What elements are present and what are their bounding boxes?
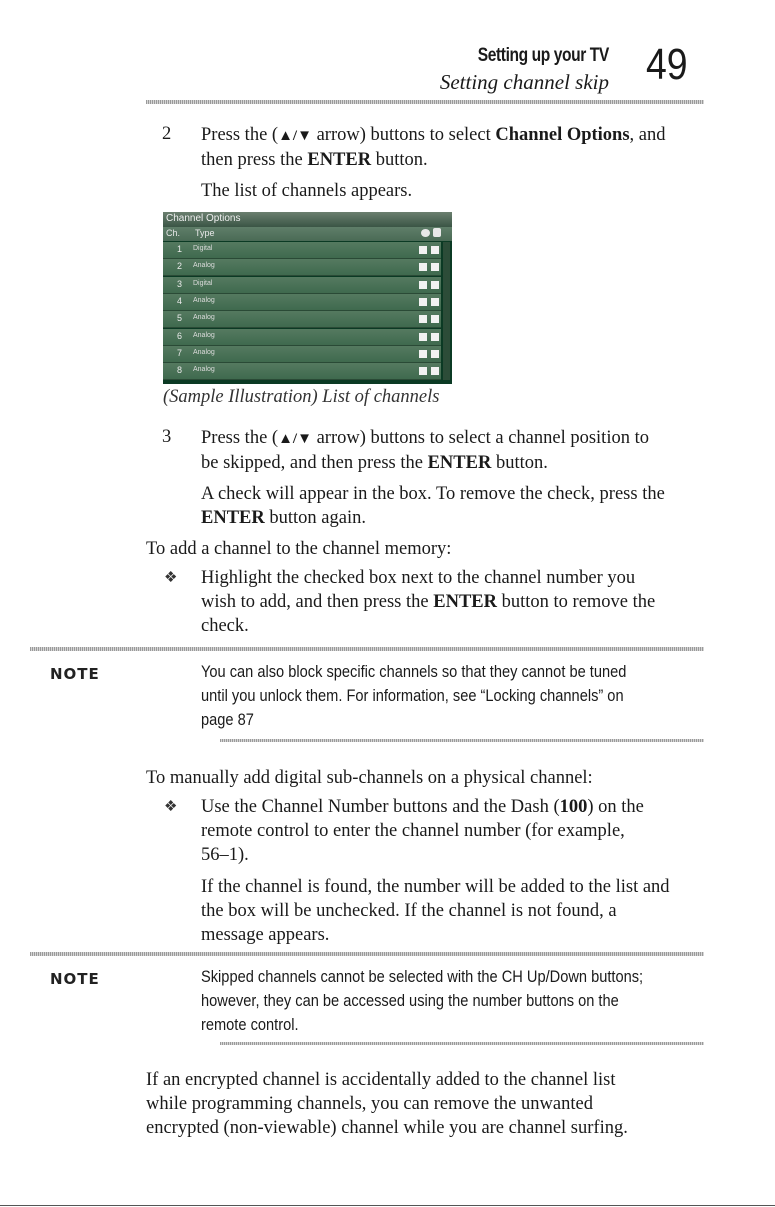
channel-row [163, 329, 441, 346]
lock-checkbox [431, 246, 439, 254]
lock-checkbox [431, 350, 439, 358]
bullet-icon: ❖ [164, 799, 178, 815]
step-2-result: The list of channels appears. [201, 181, 413, 201]
channel-type: Analog [193, 366, 215, 374]
channel-row [163, 311, 441, 328]
skip-checkbox [419, 367, 427, 375]
screen-titlebar: Channel Options [163, 212, 452, 227]
add-channel-bullet: Highlight the checked box next to the channel number you wish to add, and then press the ENTER button to remove the check. [201, 568, 656, 636]
note-2-text: Skipped channels cannot be selected with the CH Up/Down buttons; however, they can be accessed using the number buttons on the remote control. [201, 967, 644, 1034]
running-header-title: Setting up your TV [477, 45, 609, 66]
manual-add-intro: To manually add digital sub-channels on a physical channel: [146, 768, 593, 788]
manual-add-bullet: Use the Channel Number buttons and the Dash (100) on the remote control to enter the channel number (for example, 56–1). [201, 797, 644, 865]
channel-options-screen [163, 212, 452, 384]
channel-number: 7 [177, 347, 183, 358]
channel-type: Digital [193, 279, 213, 287]
channel-type: Analog [193, 348, 215, 356]
channel-row [163, 363, 441, 380]
bullet-icon: ❖ [164, 570, 178, 586]
channel-type: Analog [193, 296, 215, 304]
eye-icon [421, 229, 430, 237]
note-2-label: NOTE [50, 970, 100, 988]
note-2-top-rule [30, 952, 704, 956]
channel-row [163, 259, 441, 276]
skip-checkbox [419, 263, 427, 271]
note-2-bottom-rule [220, 1042, 704, 1045]
lock-checkbox [431, 333, 439, 341]
skip-checkbox [419, 246, 427, 254]
channel-row [163, 294, 441, 311]
arrow-buttons-icon: ▲/▼ [278, 128, 312, 144]
channel-type: Analog [193, 262, 215, 270]
channel-row [163, 242, 441, 259]
skip-checkbox [419, 350, 427, 358]
channel-number: 5 [177, 313, 183, 324]
add-channel-intro: To add a channel to the channel memory: [146, 539, 452, 559]
channel-type: Analog [193, 314, 215, 322]
lock-checkbox [431, 281, 439, 289]
channel-row [163, 277, 441, 294]
lock-checkbox [431, 315, 439, 323]
step-3-number: 3 [162, 427, 172, 447]
encrypted-channel-paragraph: If an encrypted channel is accidentally added to the channel list while programming channels, you can remove the unwanted encrypted (non-viewable) channel while you are channel surfing. [146, 1070, 628, 1138]
lock-checkbox [431, 263, 439, 271]
channel-number: 8 [177, 365, 183, 376]
note-1-text: You can also block specific channels so that they cannot be tuned until you unlock them. For information, see “Locking channels” on page 87 [201, 662, 627, 729]
note-1-bottom-rule [220, 739, 704, 742]
lock-checkbox [431, 367, 439, 375]
step-2-text: Press the (▲/▼ arrow) buttons to select Channel Options, and then press the ENTER button. [201, 125, 666, 170]
manual-add-result: If the channel is found, the number will be added to the list and the box will be unchecked. If the channel is not found, a message appears. [201, 877, 670, 945]
header-rule [146, 100, 704, 104]
channel-row [163, 346, 441, 363]
note-1-label: NOTE [50, 665, 100, 683]
page-number: 49 [646, 40, 688, 89]
channel-number: 2 [177, 261, 183, 272]
arrow-buttons-icon: ▲/▼ [278, 431, 312, 447]
skip-checkbox [419, 281, 427, 289]
footer-rule [0, 1205, 775, 1206]
channel-number: 4 [177, 295, 183, 306]
lock-checkbox [431, 298, 439, 306]
channel-number: 1 [177, 244, 183, 254]
step-3-text: Press the (▲/▼ arrow) buttons to select a channel position to be skipped, and then press the ENTER button. [201, 428, 649, 473]
skip-checkbox [419, 333, 427, 341]
illustration-caption: (Sample Illustration) List of channels [163, 387, 440, 407]
step-2-number: 2 [162, 124, 172, 144]
note-1-top-rule [30, 647, 704, 651]
channel-type: Analog [193, 331, 215, 339]
screen-scrollbar [443, 242, 450, 380]
step-3-note: A check will appear in the box. To remove the check, press the ENTER button again. [201, 484, 665, 528]
skip-checkbox [419, 315, 427, 323]
skip-checkbox [419, 298, 427, 306]
lock-icon [433, 228, 441, 237]
screen-column-header: Ch. Type [163, 227, 452, 241]
running-header-subtitle: Setting channel skip [439, 70, 609, 94]
channel-type: Digital [193, 245, 213, 252]
channel-number: 6 [177, 330, 183, 341]
channel-number: 3 [177, 278, 183, 289]
